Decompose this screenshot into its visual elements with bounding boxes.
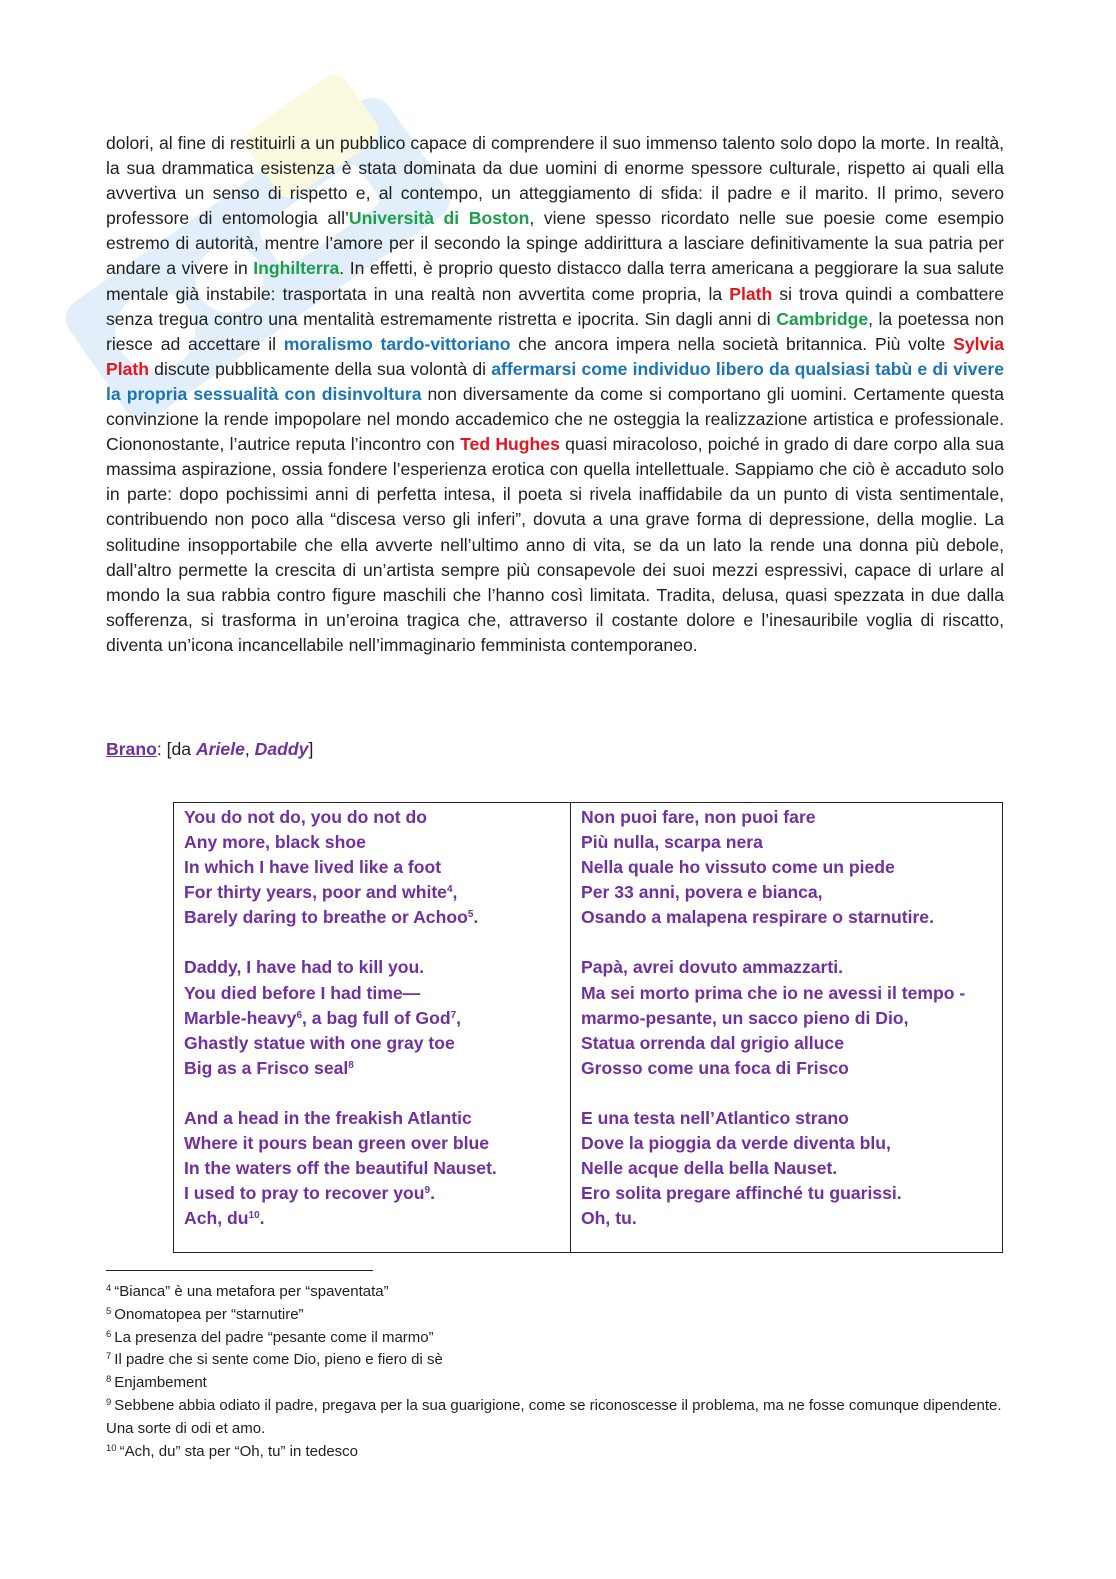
poem-line-text: Ma sei morto prima che io ne avessi il tempo - <box>581 982 966 1003</box>
footnote-text: La presenza del padre “pesante come il marmo” <box>114 1328 434 1346</box>
footnote-item <box>106 1372 1004 1395</box>
text-run: dolori, al fine di restituirli a un pubblico capace di comprendere il suo immenso talento solo dopo la morte. In realtà, la sua drammatica esistenza è stata dominata da due uomini di enorme spessore culturale, rispetto ai quali ella avvertiva un senso di rispetto e, al contempo, un atteggiamento di sfida: il padre e il marito. Il primo, severo professore di entomologia all’ <box>106 133 1004 229</box>
text-run: quasi miracoloso, poiché in grado di dare corpo alla sua massima aspirazione, ossia fondere l’esperienza erotica con quella intellettuale. Sappiamo che ciò è accaduto solo in parte: dopo pochissimi anni di perfetta intesa, il poeta si rivela inaffidabile da un punto di vista sentimentale, contribuendo non poco alla “discesa verso gli inferi”, dovuta a una grave forma di depressione, della moglie. La solitudine insopportabile che ella avverte nell’ultimo anno di vita, se da un lato la rende una donna più debole, dall’altro permette la crescita di un’artista sempre più consapevole dei suoi mezzi espressivi, capace di urlare al mondo la sua rabbia contro figure maschili che l’hanno così limitata. Tradita, delusa, quasi spezzata in due dalla sofferenza, si trasforma in un’eroina tragica che, attraverso il costante dolore e l’inesauribile voglia di riscatto, diventa un’icona incancellabile nell’immaginario femminista contemporaneo. <box>106 434 1004 655</box>
highlight-universita-boston: Università di Boston <box>348 208 530 229</box>
poem-line-text: Grosso come una foca di Frisco <box>581 1057 849 1078</box>
text-run: si trova quindi a combattere senza tregua contro una mentalità estremamente ristretta e ipocrita. Sin dagli anni di <box>106 283 1005 329</box>
brano-book-title: Ariele <box>195 739 245 759</box>
poem-stanza <box>581 805 992 930</box>
poem-line <box>581 955 992 980</box>
poem-line-text: . <box>259 1208 265 1229</box>
highlight-inghilterra: Inghilterra <box>253 258 340 279</box>
poem-line <box>184 1181 560 1206</box>
footnote-text: “Bianca” è una metafora per “spaventata” <box>114 1283 389 1300</box>
text-run: , viene spesso ricordato nelle sue poesie come esempio estremo di autorità, mentre l’amore per il secondo la spinge addirittura a lasciare definitivamente la sua patria per andare a vivere in <box>106 208 1004 279</box>
poem-line <box>184 905 560 930</box>
poem-stanza <box>184 805 560 930</box>
footnote-number: 6 <box>106 1328 112 1340</box>
poem-line <box>581 1106 992 1131</box>
poem-line-text: Big as a Frisco seal <box>184 1057 349 1078</box>
brano-sep: : [da <box>156 739 196 759</box>
poem-line-text: , <box>456 1007 462 1028</box>
poem-line-text: Marble-heavy <box>184 1007 297 1028</box>
poem-stanza <box>184 1106 560 1231</box>
footnote-number: 4 <box>106 1283 112 1294</box>
highlight-ted-hughes: Ted Hughes <box>460 434 560 455</box>
poem-line-text: Barely daring to breathe or Achoo <box>184 907 468 928</box>
poem-stanza <box>581 955 992 1080</box>
footnote-number: 8 <box>106 1374 112 1386</box>
poem-line-text: Per 33 anni, povera e bianca, <box>581 882 823 903</box>
poem-line <box>581 1031 992 1056</box>
poem-line-text: Oh, tu. <box>581 1208 637 1229</box>
poem-line-text: Any more, black shoe <box>184 832 366 853</box>
footnote-separator <box>106 1270 373 1271</box>
text-run: discute pubblicamente della sua volontà di <box>149 358 492 379</box>
footnote-ref: 10 <box>248 1210 260 1222</box>
poem-line-text: I used to pray to recover you <box>184 1183 425 1204</box>
poem-line-text: Nelle acque della bella Nauset. <box>581 1158 838 1179</box>
highlight-cambridge: Cambridge <box>776 308 869 329</box>
poem-line-text: Più nulla, scarpa nera <box>581 832 763 853</box>
highlight-affermarsi: affermarsi come individuo libero da qualsiasi tabù e di vivere la propria sessualità con disinvoltura <box>106 358 1004 404</box>
poem-line <box>184 880 560 905</box>
poem-stanza <box>184 955 560 1080</box>
poem-line <box>581 830 992 855</box>
poem-line <box>581 1206 992 1231</box>
body-paragraph <box>106 131 1004 658</box>
footnote-item <box>106 1327 1004 1350</box>
poem-line <box>581 1181 992 1206</box>
poem-original-column <box>174 803 571 1252</box>
poem-line <box>184 1006 560 1031</box>
poem-line <box>581 1006 992 1031</box>
footnote-text: “Ach, du” sta per “Oh, tu” in tedesco <box>119 1442 359 1460</box>
poem-line-text: , a bag full of God <box>302 1007 451 1028</box>
poem-line <box>581 1131 992 1156</box>
poem-line-text: Papà, avrei dovuto ammazzarti. <box>581 957 844 978</box>
poem-line <box>184 1131 560 1156</box>
poem-line <box>581 905 992 930</box>
text-run: che ancora impera nella società britannica. Più volte <box>510 333 954 354</box>
footnote-ref: 7 <box>450 1009 457 1021</box>
poem-line-text: Dove la pioggia da verde diventa blu, <box>581 1133 891 1154</box>
text-run: . In effetti, è proprio questo distacco dalla terra americana a peggiorare la sua salute mentale già instabile: trasportata in una realtà non avvertita come propria, la <box>106 258 1005 304</box>
poem-translation-column <box>571 803 1002 1252</box>
poem-line <box>581 1156 992 1181</box>
footnote-ref: 8 <box>348 1059 354 1071</box>
footnote-number: 7 <box>106 1351 112 1363</box>
footnote-text: Enjambement <box>114 1374 207 1392</box>
footnote-ref: 6 <box>296 1009 303 1021</box>
poem-line <box>184 1156 560 1181</box>
poem-line-text: marmo-pesante, un sacco pieno di Dio, <box>581 1007 909 1028</box>
footnote-number: 5 <box>106 1305 112 1317</box>
footnote-ref: 5 <box>467 909 474 921</box>
poem-stanza <box>581 1106 992 1231</box>
footnote-item <box>106 1304 1004 1327</box>
poem-line-text: . <box>473 907 479 928</box>
text-run: non diversamente da come si comportano gli uomini. Certamente questa convinzione la rende impopolare nel mondo accademico che ne osteggia la realizzazione artistica e professionale. Ciononostante, l’autrice reputa l’incontro con <box>106 383 1004 455</box>
poem-line <box>184 1031 560 1056</box>
poem-line <box>581 880 992 905</box>
brano-label: Brano <box>106 739 157 759</box>
poem-line-text: You do not do, you do not do <box>184 807 427 827</box>
footnote-item <box>106 1441 1004 1464</box>
poem-line-text: , <box>452 882 458 903</box>
footnote-text: Onomatopea per “starnutire” <box>114 1305 304 1323</box>
highlight-plath: Plath <box>729 283 773 304</box>
poem-line <box>184 1106 560 1131</box>
poem-line <box>184 855 560 880</box>
poem-line-text: And a head in the freakish Atlantic <box>184 1107 472 1128</box>
poem-line-text: Ach, du <box>184 1208 249 1229</box>
footnote-item <box>106 1349 1004 1372</box>
footnote-ref: 9 <box>424 1185 431 1197</box>
poem-line-text: You died before I had time— <box>184 982 421 1003</box>
brano-heading <box>106 737 313 762</box>
poem-line-text: In which I have lived like a foot <box>184 857 442 878</box>
poem-line-text: Non puoi fare, non puoi fare <box>581 807 816 827</box>
poem-line <box>184 981 560 1006</box>
brano-poem-title: Daddy <box>254 739 309 759</box>
brano-close: ] <box>308 739 314 759</box>
poem-line-text: . <box>430 1183 435 1204</box>
poem-line <box>581 855 992 880</box>
brano-comma: , <box>244 739 255 759</box>
text-run: , la poetessa non riesce ad accettare il <box>106 308 1004 354</box>
poem-line <box>184 1056 560 1081</box>
poem-line-text: Osando a malapena respirare o starnutire. <box>581 907 934 928</box>
poem-line-text: E una testa nell’Atlantico strano <box>581 1107 849 1128</box>
poem-table <box>173 802 1003 1253</box>
poem-line <box>184 830 560 855</box>
highlight-moralismo: moralismo tardo-vittoriano <box>283 333 511 354</box>
poem-line <box>581 981 992 1006</box>
poem-line <box>581 1056 992 1081</box>
footnote-text: Sebbene abbia odiato il padre, pregava per la sua guarigione, come se riconoscesse il problema, ma ne fosse comunque dipendente. Una sorte di odi et amo. <box>106 1396 1002 1437</box>
footnotes <box>106 1281 1004 1463</box>
poem-line-text: Ghastly statue with one gray toe <box>184 1032 455 1053</box>
poem-line <box>184 955 560 980</box>
poem-line <box>184 805 560 830</box>
footnote-number: 10 <box>106 1442 117 1454</box>
footnote-item <box>106 1395 1004 1441</box>
poem-line-text: Statua orrenda dal grigio alluce <box>581 1032 844 1053</box>
poem-line-text: Daddy, I have had to kill you. <box>184 957 425 978</box>
poem-line-text: In the waters off the beautiful Nauset. <box>184 1158 497 1179</box>
highlight-sylvia-plath: Sylvia Plath <box>106 333 1004 379</box>
poem-line-text: For thirty years, poor and white <box>184 882 447 903</box>
poem-line <box>581 805 992 830</box>
footnote-item <box>106 1281 1004 1304</box>
poem-line-text: Nella quale ho vissuto come un piede <box>581 857 895 878</box>
poem-line-text: Ero solita pregare affinché tu guarissi. <box>581 1183 902 1204</box>
footnote-ref: 4 <box>446 884 453 896</box>
footnote-text: Il padre che si sente come Dio, pieno e fiero di sè <box>114 1351 443 1369</box>
poem-line-text: Where it pours bean green over blue <box>184 1133 490 1154</box>
poem-line <box>184 1206 560 1231</box>
footnote-number: 9 <box>106 1396 112 1408</box>
